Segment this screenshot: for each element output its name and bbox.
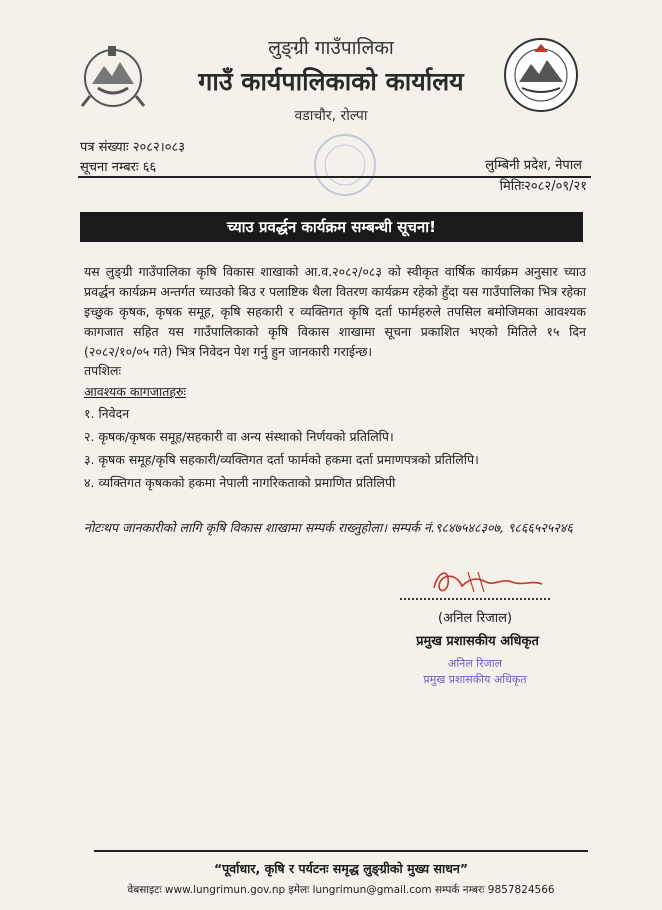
footer-contact: वेबसाइटः www.lungrimun.gov.np इमेलः lungrimun@gmail.com सम्पर्क नम्बरः 9857824566 (127, 884, 555, 896)
document-item: ३. कृषक समूह/कृषि सहकारी/व्यक्तिगत दर्ता फार्मको हकमा दर्ता प्रमाणपत्रको प्रतिलिपि। (84, 452, 479, 467)
details-label: तपशिलः (84, 363, 121, 378)
footer-divider (94, 850, 588, 852)
notice-body: यस लुङ्ग्री गाउँपालिका कृषि विकास शाखाको आ.व.२०८२/०८३ को स्वीकृत वार्षिक कार्यक्रम अनुसार च्याउ प्रवर्द्धन कार्यक्रम अन्तर्गत च्याउको बिउ र पलाष्टिक थैला वितरण कार्यक्रम रहेको हुँदा यस गाउँपालिका भित्र रहेका इच्छुक कृषक, कृषक समूह, कृषि सहकारी र व्यक्तिगत कृषि दर्ता फार्महरुले तपसिल बमोजिमका आवश्यक कागजात सहित यस गाउँपालिकाको कृषि विकास शाखामा सूचना प्रकाशित भएको मितिले १५ दिन (२०८२/१०/०५ गते) भित्र निवेदन पेश गर्नु हुन जानकारी गराईन्छ। (84, 264, 586, 359)
signer-name: (अनिल रिजाल) (437, 611, 513, 626)
municipality-name: लुङ्ग्री गाउँपालिका (268, 37, 394, 59)
handwritten-signature (428, 562, 548, 598)
document-item: १. निवेदन (84, 406, 130, 421)
signature-line (400, 598, 550, 600)
document-item: २. कृषक/कृषक समूह/सहकारी वा अन्य संस्थाको निर्णयको प्रतिलिपि। (84, 429, 394, 444)
office-name: गाउँ कार्यपालिकाको कार्यालय (198, 67, 464, 96)
office-location: वडाचौर, रोल्पा (294, 108, 368, 124)
signer-title: प्रमुख प्रशासकीय अधिकृत (416, 634, 539, 649)
reference-number: पत्र संख्याः २०८२।०८३ (80, 140, 185, 155)
notice-title-banner: च्याउ प्रवर्द्धन कार्यक्रम सम्बन्धी सूचना! (80, 212, 583, 242)
municipality-logo-icon (502, 36, 580, 114)
notice-number: सूचना नम्बरः ६६ (80, 160, 157, 175)
contact-note: नोटःथप जानकारीको लागि कृषि विकास शाखामा सम्पर्क राख्नुहोला। सम्पर्क नं.९८४७५४८३०७, ९८६६५२५२४६ (84, 520, 573, 535)
nepal-emblem-icon (78, 40, 148, 110)
notice-date: मितिः२०८२/०९/२१ (499, 179, 587, 194)
stamp-name: अनिल रिजाल (447, 657, 503, 670)
document-item: ४. व्यक्तिगत कृषकको हकमा नेपाली नागरिकताको प्रमाणित प्रतिलिपी (84, 475, 396, 490)
faint-stamp-icon (310, 130, 380, 200)
footer-slogan: “पूर्वाधार, कृषि र पर्यटनः समृद्ध लुङ्ग्रीको मुख्य साधन” (213, 861, 469, 876)
required-documents-heading: आवश्यक कागजातहरुः (84, 384, 187, 399)
province-label: लुम्बिनी प्रदेश, नेपाल (485, 158, 582, 173)
stamp-title: प्रमुख प्रशासकीय अधिकृत (423, 673, 527, 686)
